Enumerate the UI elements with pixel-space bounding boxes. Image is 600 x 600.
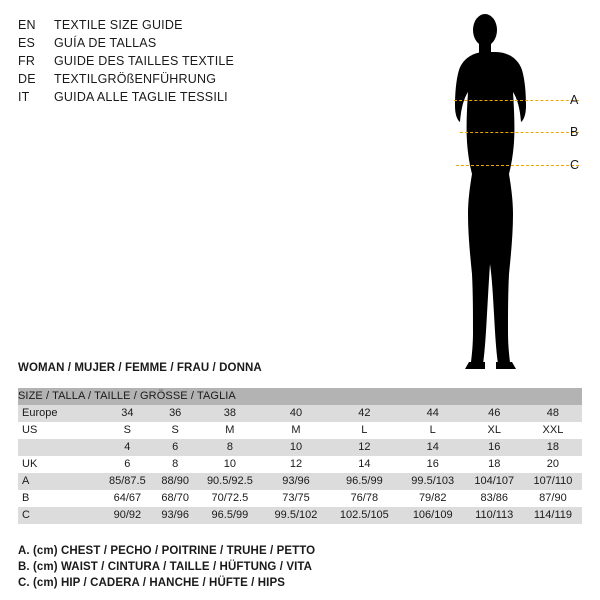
language-row [18, 88, 318, 106]
cell: 68/70 [155, 490, 196, 507]
note-a: A. (cm) CHEST / PECHO / POITRINE / TRUHE / PETTO [18, 545, 316, 557]
female-silhouette-icon [430, 8, 590, 373]
table-row [18, 422, 582, 439]
cell: 18 [524, 439, 582, 456]
cell: 106/109 [401, 507, 465, 524]
cell: 93/96 [264, 473, 328, 490]
cell: 90.5/92.5 [196, 473, 264, 490]
table-header-label: SIZE / TALLA / TAILLE / GRÖSSE / TAGLIA [18, 388, 582, 405]
body-figure [430, 8, 590, 373]
cell: 88/90 [155, 473, 196, 490]
cell: 107/110 [524, 473, 582, 490]
cell: 20 [524, 456, 582, 473]
cell: 90/92 [100, 507, 155, 524]
cell: 93/96 [155, 507, 196, 524]
cell: M [264, 422, 328, 439]
cell: 18 [465, 456, 524, 473]
table-row [18, 456, 582, 473]
cell: 14 [328, 456, 401, 473]
measurement-notes [18, 543, 578, 591]
row-label: US [18, 422, 100, 439]
cell: 48 [524, 405, 582, 422]
language-title: TEXTILE SIZE GUIDE [54, 18, 183, 32]
cell: 99.5/102 [264, 507, 328, 524]
cell: XXL [524, 422, 582, 439]
measure-line-c [456, 165, 579, 166]
row-label [18, 439, 100, 456]
cell: 76/78 [328, 490, 401, 507]
language-title: GUIDA ALLE TAGLIE TESSILI [54, 90, 228, 104]
cell: 6 [100, 456, 155, 473]
table-row [18, 473, 582, 490]
cell: 38 [196, 405, 264, 422]
language-row [18, 52, 318, 70]
cell: 79/82 [401, 490, 465, 507]
row-label: B [18, 490, 100, 507]
measure-line-b [460, 132, 579, 133]
cell: 14 [401, 439, 465, 456]
cell: 73/75 [264, 490, 328, 507]
table-row [18, 439, 582, 456]
language-code: FR [18, 54, 36, 68]
language-code: EN [18, 18, 36, 32]
cell: 42 [328, 405, 401, 422]
cell: 10 [196, 456, 264, 473]
cell: M [196, 422, 264, 439]
table-row [18, 405, 582, 422]
measure-label-b: B [570, 125, 579, 139]
cell: 12 [328, 439, 401, 456]
row-label: Europe [18, 405, 100, 422]
size-table [18, 388, 582, 524]
language-header-block [18, 16, 318, 106]
cell: L [401, 422, 465, 439]
cell: 8 [196, 439, 264, 456]
section-title: WOMAN / MUJER / FEMME / FRAU / DONNA [18, 362, 262, 374]
language-title: GUIDE DES TAILLES TEXTILE [54, 54, 235, 68]
cell: 16 [465, 439, 524, 456]
language-code: IT [18, 90, 30, 104]
note-c: C. (cm) HIP / CADERA / HANCHE / HÜFTE / HIPS [18, 577, 286, 589]
cell: 10 [264, 439, 328, 456]
cell: 12 [264, 456, 328, 473]
table-row [18, 490, 582, 507]
cell: 44 [401, 405, 465, 422]
cell: 34 [100, 405, 155, 422]
cell: 96.5/99 [196, 507, 264, 524]
cell: 8 [155, 456, 196, 473]
cell: 6 [155, 439, 196, 456]
cell: 36 [155, 405, 196, 422]
cell: 4 [100, 439, 155, 456]
language-row [18, 34, 318, 52]
language-row [18, 70, 318, 88]
language-code: ES [18, 36, 36, 50]
table-header-row [18, 388, 582, 405]
cell: 46 [465, 405, 524, 422]
cell: S [100, 422, 155, 439]
cell: 85/87.5 [100, 473, 155, 490]
measure-label-c: C [570, 158, 580, 172]
cell: 114/119 [524, 507, 582, 524]
cell: S [155, 422, 196, 439]
row-label: UK [18, 456, 100, 473]
measure-label-a: A [570, 93, 579, 107]
cell: 96.5/99 [328, 473, 401, 490]
cell: 70/72.5 [196, 490, 264, 507]
language-code: DE [18, 72, 36, 86]
cell: 99.5/103 [401, 473, 465, 490]
cell: 83/86 [465, 490, 524, 507]
language-title: TEXTILGRÖßENFÜHRUNG [54, 72, 217, 86]
cell: 104/107 [465, 473, 524, 490]
row-label: C [18, 507, 100, 524]
cell: 64/67 [100, 490, 155, 507]
measure-line-a [454, 100, 579, 101]
cell: 102.5/105 [328, 507, 401, 524]
cell: XL [465, 422, 524, 439]
cell: 40 [264, 405, 328, 422]
row-label: A [18, 473, 100, 490]
language-title: GUÍA DE TALLAS [54, 36, 157, 50]
cell: L [328, 422, 401, 439]
cell: 87/90 [524, 490, 582, 507]
note-b: B. (cm) WAIST / CINTURA / TAILLE / HÜFTUNG / VITA [18, 561, 313, 573]
cell: 16 [401, 456, 465, 473]
cell: 110/113 [465, 507, 524, 524]
language-row [18, 16, 318, 34]
table-row [18, 507, 582, 524]
